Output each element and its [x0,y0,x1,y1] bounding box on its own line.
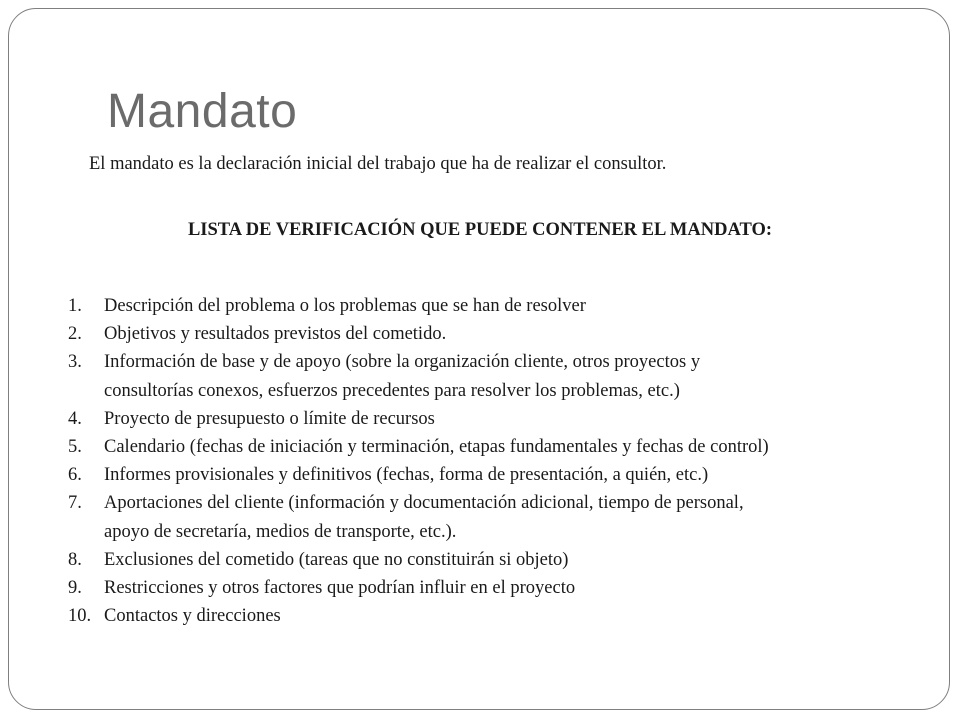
item-text: Información de base y de apoyo (sobre la organización cliente, otros proyectos y [104,352,701,373]
item-text: Calendario (fechas de iniciación y terminación, etapas fundamentales y fechas de control) [104,437,769,458]
item-text: Restricciones y otros factores que podrían influir en el proyecto [104,578,576,599]
item-number: 4. [68,408,82,429]
item-number: 2. [68,324,82,345]
checklist-item-8 [68,546,769,574]
checklist-item-6 [68,461,769,489]
item-number: 6. [68,465,82,486]
item-number: 1. [68,296,82,316]
item-text-continued: apoyo de secretaría, medios de transporte, etc.). [104,521,457,542]
item-text: Objetivos y resultados previstos del cometido. [104,324,447,345]
item-number: 8. [68,549,82,570]
item-text: Exclusiones del cometido (tareas que no constituirán si objeto) [104,549,569,570]
item-number: 3. [68,352,82,373]
checklist-item-5 [68,433,769,461]
checklist [68,292,769,630]
item-text: Contactos y direcciones [104,606,281,627]
item-text: Informes provisionales y definitivos (fechas, forma de presentación, a quién, etc.) [104,465,709,486]
item-text: Descripción del problema o los problemas que se han de resolver [104,296,586,316]
item-text: Aportaciones del cliente (información y documentación adicional, tiempo de personal, [104,493,744,514]
checklist-item-4 [68,405,769,433]
item-number: 9. [68,578,82,599]
slide-title: Mandato [107,85,298,138]
intro-text: El mandato es la declaración inicial del trabajo que ha de realizar el consultor. [89,154,667,174]
checklist-item-1 [68,292,769,320]
item-number: 10. [68,606,92,627]
item-text: Proyecto de presupuesto o límite de recursos [104,408,435,429]
checklist-item-7 [68,489,769,545]
checklist-item-9 [68,574,769,602]
item-number: 5. [68,437,82,458]
checklist-item-3 [68,348,769,404]
checklist-item-2 [68,320,769,348]
checklist-item-10 [68,602,769,630]
item-text-continued: consultorías conexos, esfuerzos precedentes para resolver los problemas, etc.) [104,380,680,401]
item-number: 7. [68,493,82,514]
checklist-heading: LISTA DE VERIFICACIÓN QUE PUEDE CONTENER EL MANDATO: [187,220,773,240]
